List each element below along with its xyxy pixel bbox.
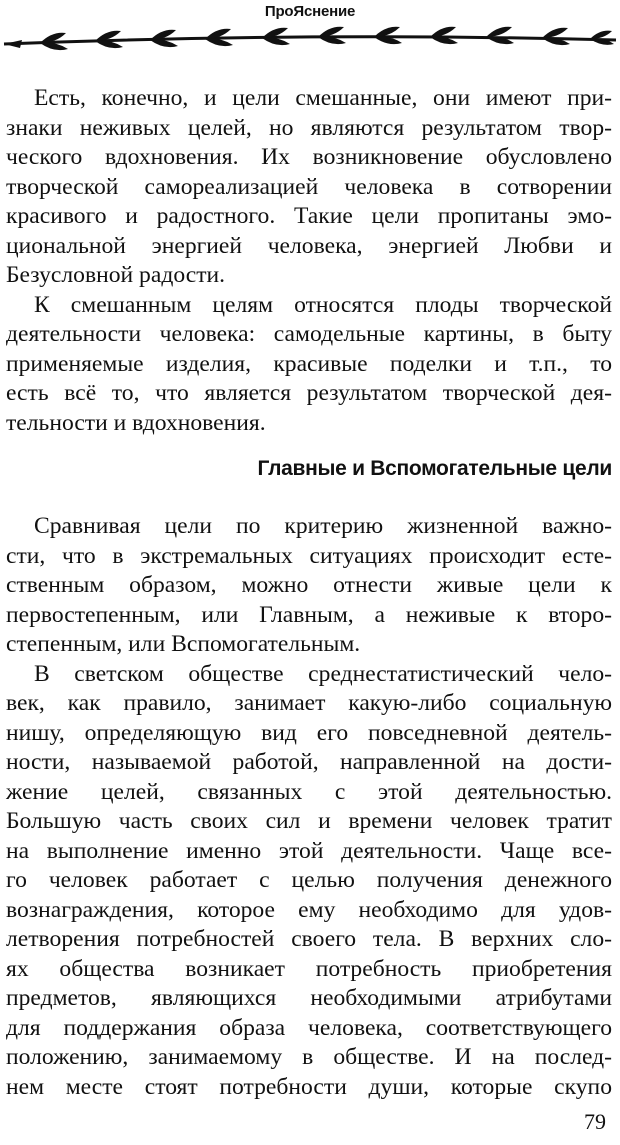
text-line: К смешанным целям относятся плоды творческой [34, 291, 612, 318]
text-line: нем месте стоят потребности души, которые скупо [6, 1073, 612, 1100]
text-line: Безусловной радости. [6, 262, 226, 288]
paragraph [0, 512, 620, 660]
text-line: применяемые изделия, красивые поделки и т.п., то [6, 350, 612, 377]
text-line: Большую часть своих сил и времени человек тратит [6, 808, 612, 834]
text-line: вознаграждения, которое ему необходимо для удов- [6, 896, 612, 923]
running-title: ПроЯснение [264, 3, 356, 20]
text-line: на выполнение именно этой деятельности. Чаще все- [6, 837, 612, 864]
text-line: В светском обществе среднестатистический чело- [34, 660, 612, 687]
section-heading: Главные и Вспомогательные цели [257, 457, 612, 480]
page-header [0, 0, 620, 60]
text-line: деятельности человека: самодельные картины, в быту [6, 321, 612, 347]
main-text-block [0, 512, 620, 1102]
text-line: красивого и радостного. Такие цели пропитаны эмо- [6, 203, 612, 229]
paragraph [0, 291, 620, 439]
text-line: творческой самореализацией человека в сотворении [6, 173, 612, 200]
text-line: Есть, конечно, и цели смешанные, они имеют при- [34, 85, 612, 111]
text-line: положению, занимаемому в обществе. И на послед- [6, 1044, 612, 1070]
text-line: знаки неживых целей, но являются результатом твор- [6, 114, 612, 141]
text-line: степенным, или Вспомогательным. [6, 631, 361, 657]
paragraph [0, 660, 620, 1103]
page-number: 79 [584, 1109, 606, 1134]
text-line: предметов, являющихся необходимыми атрибутами [6, 985, 612, 1011]
text-line: нишу, определяющую вид его повседневной деятель- [6, 719, 612, 746]
text-line: го человек работает с целью получения денежного [6, 867, 612, 893]
text-line: ственным образом, можно отнести живые цели к [6, 572, 612, 598]
paragraph [0, 84, 620, 291]
laurel-divider-ornament [0, 24, 620, 58]
text-line: век, как правило, занимает какую-либо социальную [6, 690, 612, 716]
text-line: тельности и вдохновения. [6, 409, 266, 436]
text-line: есть всё то, что является результатом творческой дея- [6, 380, 612, 406]
text-line: Сравнивая цели по критерию жизненной важно- [34, 513, 612, 539]
text-line: жение целей, связанных с этой деятельностью. [6, 778, 612, 805]
text-line: циональной энергией человека, энергией Любви и [6, 232, 612, 259]
intro-text-block [0, 84, 620, 438]
text-line: летворения потребностей своего тела. В верхних сло- [6, 926, 612, 952]
text-line: сти, что в экстремальных ситуациях происходит есте- [6, 542, 612, 569]
text-line: ях общества возникает потребность приобретения [6, 955, 612, 982]
text-line: для поддержания образа человека, соответствующего [6, 1014, 612, 1041]
text-line: ности, называемой работой, направленной на дости- [6, 749, 612, 775]
text-line: ческого вдохновения. Их возникновение обусловлено [6, 144, 612, 170]
text-line: первостепенным, или Главным, а неживые к второ- [6, 601, 612, 628]
